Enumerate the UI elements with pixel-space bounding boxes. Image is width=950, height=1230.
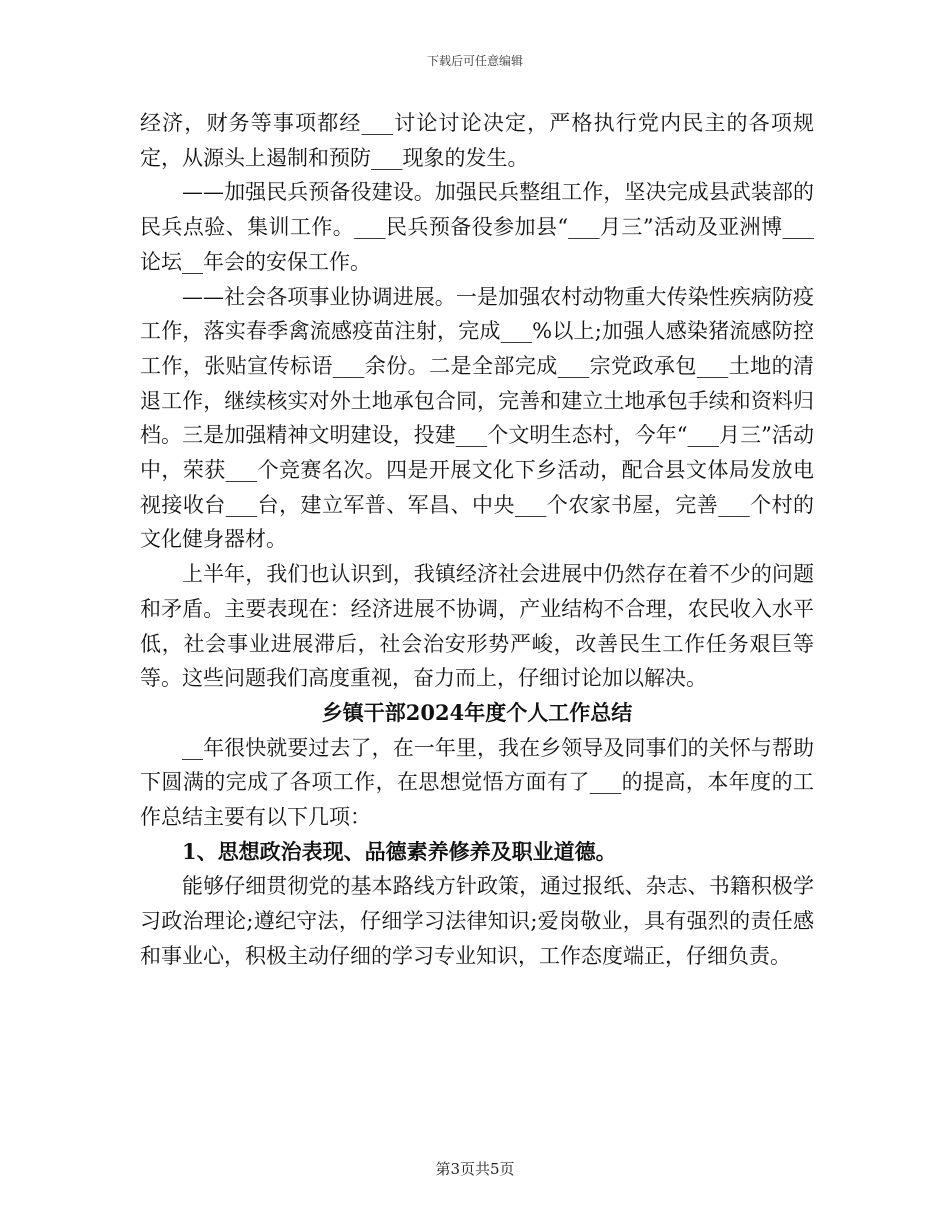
paragraph-politics: 能够仔细贯彻党的基本路线方针政策，通过报纸、杂志、书籍积极学习政治理论;遵纪守法，仔细学习法律知识;爱岗敬业，具有强烈的责任感和事业心，积极主动仔细的学习专业知识，工作态度端正，仔细负责。 [140,874,814,968]
paragraph-problems: 上半年，我们也认识到，我镇经济社会进展中仍然存在着不少的问题和矛盾。主要表现在：经济进展不协调，产业结构不合理，农民收入水平低，社会事业进展滞后，社会治安形势严峻，改善民生工作任务艰巨等等。这些问题我们高度重视，奋力而上，仔细讨论加以解决。 [140,562,814,691]
paragraph-social-affairs: ——社会各项事业协调进展。一是加强农村动物重大传染性疾病防疫工作，落实春季禽流感疫苗注射，完成___%以上;加强人感染猪流感防控工作，张贴宣传标语___余份。二是全部完成___宗党政承包___土地的清退工作，继续核实对外土地承包合同，完善和建立土地承包手续和资料归档。三是加强精神文明建设，投建___个文明生态村，今年“___月三”活动中，荣获___个竞赛名次。四是开展文化下乡活动，配合县文体局发放电视接收台___台，建立军普、军昌、中央___个农家书屋，完善___个村的文化健身器材。 [140,284,814,552]
paragraph-finance: 经济，财务等事项都经___讨论讨论决定，严格执行党内民主的各项规定，从源头上遏制和预防___现象的发生。 [140,111,814,170]
paragraph-intro: __年很快就要过去了，在一年里，我在乡领导及同事们的关怀与帮助下圆满的完成了各项工作，在思想觉悟方面有了___的提高，本年度的工作总结主要有以下几项： [140,735,814,830]
section-title: 乡镇干部2024年度个人工作总结 [321,699,633,725]
page-header-note: 下载后可任意编辑 [426,54,523,68]
paragraph-militia: ——加强民兵预备役建设。加强民兵整组工作，坚决完成县武装部的民兵点验、集训工作。___民兵预备役参加县“___月三”活动及亚洲博___论坛__年会的安保工作。 [140,180,814,274]
document-body [140,106,814,974]
page-number: 第3页共5页 [435,1160,515,1178]
section-heading-1: 1、思想政治表现、品德素养修养及职业道德。 [182,838,617,864]
